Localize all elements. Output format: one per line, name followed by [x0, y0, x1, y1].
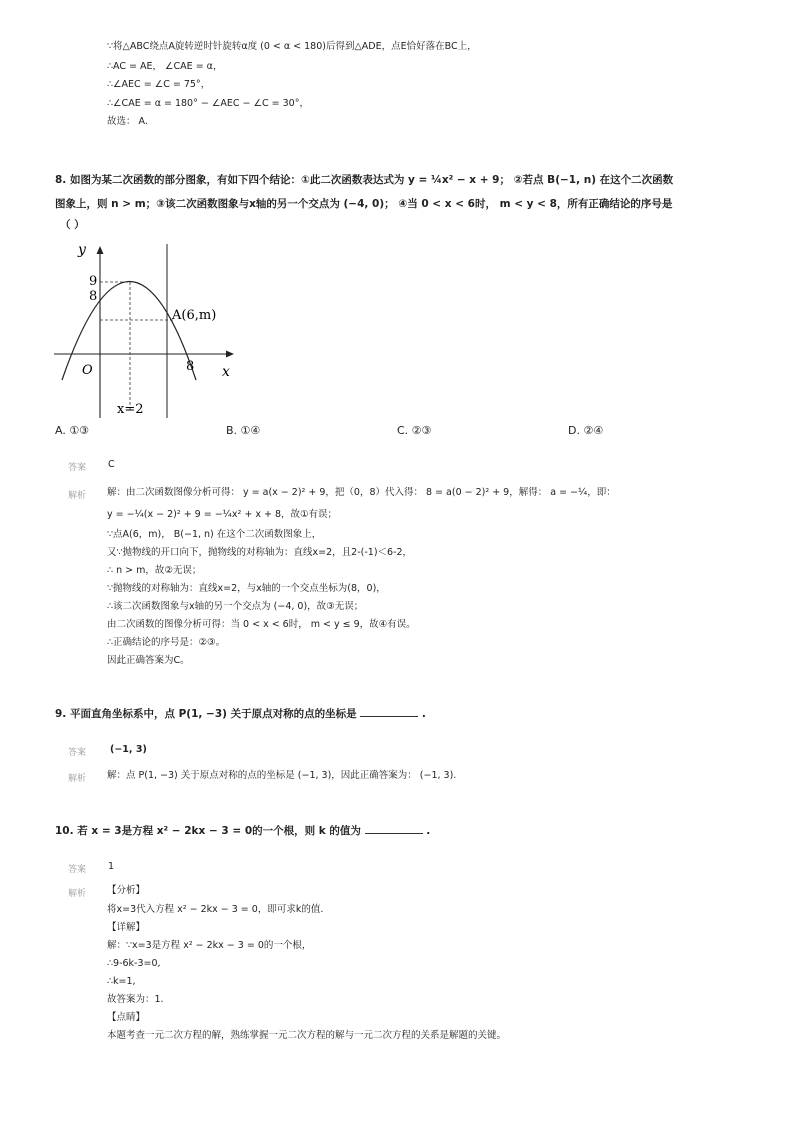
symmetry-axis-label: x=2: [117, 402, 144, 417]
point-label: A(6,m): [172, 308, 217, 323]
y-axis-arrow: [97, 246, 104, 254]
question-stem-text: 10. 若 x = 3是方程 x² − 2kx − 3 = 0的一个根，则 k 的值为: [55, 825, 361, 837]
x-tick-label: 8: [186, 359, 195, 374]
analysis-line: ∴ n > m，故②无误；: [107, 565, 202, 576]
x-axis-label: x: [222, 364, 230, 380]
option-c[interactable]: C. ②③: [397, 424, 432, 437]
answer-label: 答案: [68, 463, 87, 473]
question-stem-text: 9. 平面直角坐标系中，点 P(1, −3) 关于原点对称的点的坐标是: [55, 708, 357, 720]
y-tick-label: 9: [89, 274, 98, 289]
y-tick-label: 8: [89, 289, 98, 304]
solution-line: ∵将△ABC绕点A旋转逆时针旋转α度 (0 < α < 180)后得到△ADE，点E恰好落在BC上，: [107, 41, 477, 52]
question-stem: [55, 706, 426, 722]
analysis-line: 解：∵x=3是方程 x² − 2kx − 3 = 0的一个根，: [107, 940, 312, 951]
question-stem-end: .: [426, 825, 431, 837]
analysis-line: 将x=3代入方程 x² − 2kx − 3 = 0，即可求k的值.: [107, 904, 324, 915]
answer-blank[interactable]: [360, 706, 418, 717]
option-a[interactable]: A. ①③: [55, 424, 90, 437]
analysis-line: ∴k=1,: [107, 976, 136, 987]
analysis-line: ∴正确结论的序号是：②③。: [107, 637, 226, 648]
analysis-line: 又∵抛物线的开口向下，抛物线的对称轴为：直线x=2，且2-(-1)＜6-2，: [107, 547, 413, 558]
question-stem-line: 8. 如图为某二次函数的部分图象，有如下四个结论：①此二次函数表达式为 y = ¼x² − x + 9； ②若点 B(−1, n) 在这个二次函数: [55, 174, 674, 186]
analysis-line: ∴9-6k-3=0,: [107, 958, 161, 969]
answer-value: 1: [108, 861, 115, 872]
question-stem-end: .: [421, 708, 426, 720]
solution-line: ∴∠CAE = α = 180° − ∠AEC − ∠C = 30°，: [107, 98, 309, 109]
answer-label: 答案: [68, 865, 87, 875]
solution-line: ∴∠AEC = ∠C = 75°，: [107, 79, 211, 90]
solution-line: ∴AC = AE， ∠CAE = α，: [107, 61, 223, 72]
analysis-line: ∴该二次函数图象与x轴的另一个交点为 (−4, 0)，故③无误；: [107, 601, 364, 612]
question-stem-line: 图象上，则 n > m；③该二次函数图象与x轴的另一个交点为 (−4, 0)； ④当 0 < x < 6时， m < y < 8，所有正确结论的序号是: [55, 198, 673, 210]
analysis-line: ∵抛物线的对称轴为：直线x=2，与x轴的一个交点坐标为(8，0)，: [107, 583, 386, 594]
analysis-line: 【分析】: [107, 885, 146, 896]
y-axis-label: y: [78, 242, 86, 258]
analysis-line: 解：由二次函数图像分析可得： y = a(x − 2)² + 9，把（0，8）代入得： 8 = a(0 − 2)² + 9，解得： a = −¼，即：: [107, 487, 616, 498]
analysis-line: ∵点A(6，m)， B(−1, n) 在这个二次函数图象上，: [107, 529, 322, 540]
analysis-line: 【详解】: [107, 922, 146, 933]
analysis-line: 因此正确答案为C。: [107, 655, 190, 666]
origin-label: O: [82, 363, 93, 378]
answer-value: C: [108, 459, 115, 470]
analysis-line: 【点睛】: [107, 1012, 146, 1023]
analysis-line: 由二次函数的图像分析可得：当 0 < x < 6时， m < y ≤ 9，故④有误。: [107, 619, 416, 630]
question-stem: [55, 823, 430, 839]
x-axis-arrow: [226, 351, 234, 358]
analysis-line: 解：点 P(1, −3) 关于原点对称的点的坐标是 (−1, 3)，因此正确答案为： (−1, 3).: [107, 770, 457, 781]
analysis-label: 解析: [68, 491, 87, 501]
answer-value: (−1, 3): [110, 744, 147, 755]
solution-line: 故选： A.: [107, 116, 148, 127]
parabola-graph: [50, 238, 250, 420]
analysis-line: y = −¼(x − 2)² + 9 = −¼x² + x + 8，故①有误；: [107, 509, 337, 520]
analysis-line: 故答案为：1.: [107, 994, 164, 1005]
question-stem-line: （ ）: [60, 219, 85, 231]
answer-blank[interactable]: [365, 823, 423, 834]
option-d[interactable]: D. ②④: [568, 424, 604, 437]
answer-label: 答案: [68, 748, 87, 758]
analysis-label: 解析: [68, 774, 87, 784]
analysis-line: 本题考查一元二次方程的解，熟练掌握一元二次方程的解与一元二次方程的关系是解题的关键。: [107, 1030, 507, 1041]
analysis-label: 解析: [68, 889, 87, 899]
option-b[interactable]: B. ①④: [226, 424, 261, 437]
